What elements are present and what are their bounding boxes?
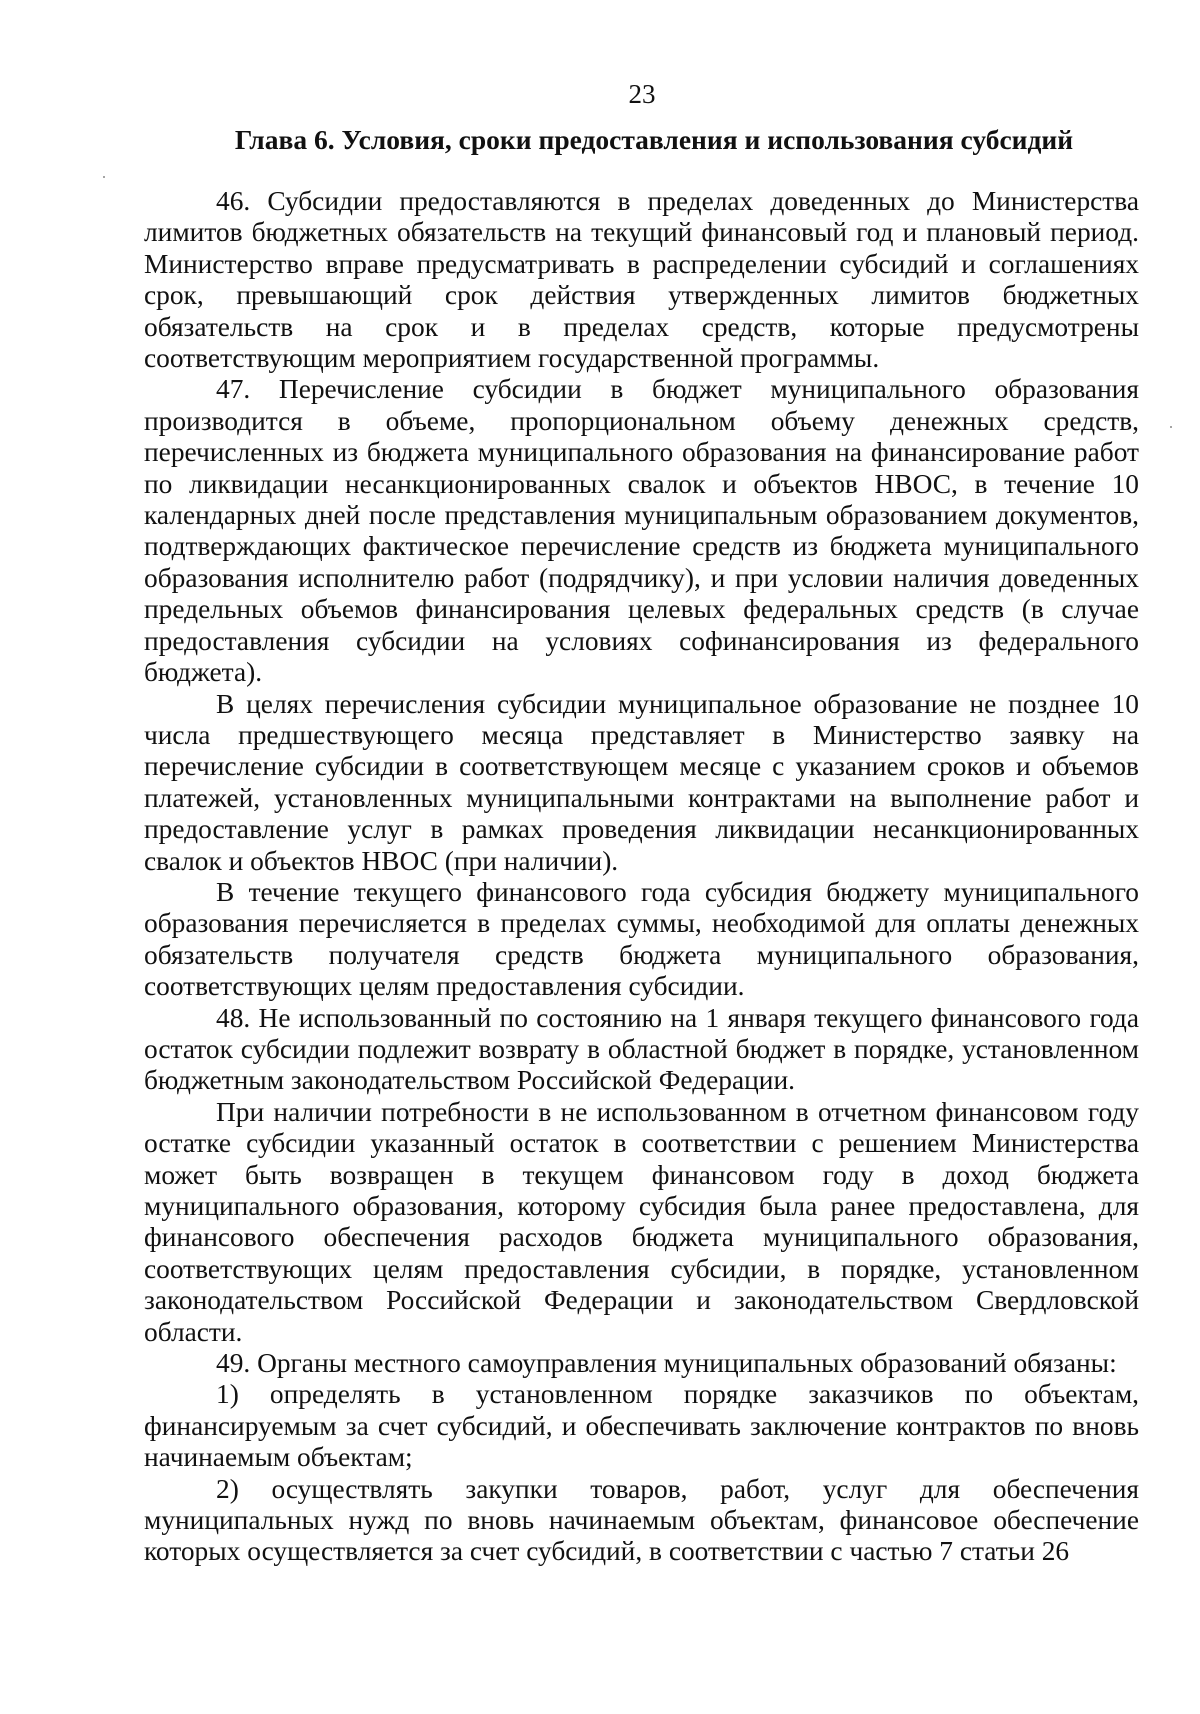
chapter-title: Глава 6. Условия, сроки предоставления и использования субсидий [234,124,1074,155]
paragraph-49: 49. Органы местного самоуправления муниципальных образований обязаны: [216,1348,1117,1379]
paragraph-49-item-2: 2) осуществлять закупки товаров, работ, услуг для обеспечения муниципальных нужд по вновь начинаемым объектам, финансовое обеспечение которых осуществляется за счет субсидий, в соответствии с частью 7 статьи 26 [144,1473,1139,1567]
paragraph-48-unused-balance: При наличии потребности в не использованном в отчетном финансовом году остатке субсидии указанный остаток в соответствии с решением Министерства может быть возвращен в текущем финансовом году в доход бюджета муниципального образования, которому субсидия была ранее предоставлена, для финансового обеспечения расходов бюджета муниципального образования, соответствующих целям предоставления субсидии, в порядке, установленном законодательством Российской Федерации и законодательством Свердловской области. [144,1096,1139,1347]
scan-speck [1170,426,1172,428]
paragraph-48: 48. Не использованный по состоянию на 1 января текущего финансового года остаток субсидии подлежит возврату в областной бюджет в порядке, установленном бюджетным законодательством Российской Федерации. [144,1002,1139,1096]
document-body [144,186,1139,1568]
paragraph-46: 46. Субсидии предоставляются в пределах доведенных до Министерства лимитов бюджетных обязательств на текущий финансовый год и плановый период. Министерство вправе предусматривать в распределении субсидий и соглашениях срок, превышающий срок действия утвержденных лимитов бюджетных обязательств на срок и в пределах средств, которые предусмотрены соответствующим мероприятием государственной программы. [144,186,1139,374]
paragraph-47-transfer-request: В целях перечисления субсидии муниципальное образование не позднее 10 числа предшествующего месяца представляет в Министерство заявку на перечисление субсидии в соответствующем месяце с указанием сроков и объемов платежей, установленных муниципальными контрактами на выполнение работ и предоставление услуг в рамках проведения ликвидации несанкционированных свалок и объектов НВОС (при наличии). [144,688,1139,876]
paragraph-47: 47. Перечисление субсидии в бюджет муниципального образования производится в объеме, пропорциональном объему денежных средств, перечисленных из бюджета муниципального образования на финансирование работ по ликвидации несанкционированных свалок и объектов НВОС, в течение 10 календарных дней после представления муниципальным образованием документов, подтверждающих фактическое перечисление средств из бюджета муниципального образования исполнителю работ (подрядчику), и при условии наличия доведенных предельных объемов финансирования целевых федеральных средств (в случае предоставления субсидии на условиях софинансирования из федерального бюджета). [144,374,1139,688]
scan-speck [103,176,105,178]
page-number: 23 [628,79,656,109]
paragraph-47-current-year: В течение текущего финансового года субсидия бюджету муниципального образования перечисляется в пределах суммы, необходимой для оплаты денежных обязательств получателя средств бюджета муниципального образования, соответствующих целям предоставления субсидии. [144,876,1139,1002]
paragraph-49-item-1: 1) определять в установленном порядке заказчиков по объектам, финансируемым за счет субсидий, и обеспечивать заключение контрактов по вновь начинаемым объектам; [144,1379,1139,1473]
